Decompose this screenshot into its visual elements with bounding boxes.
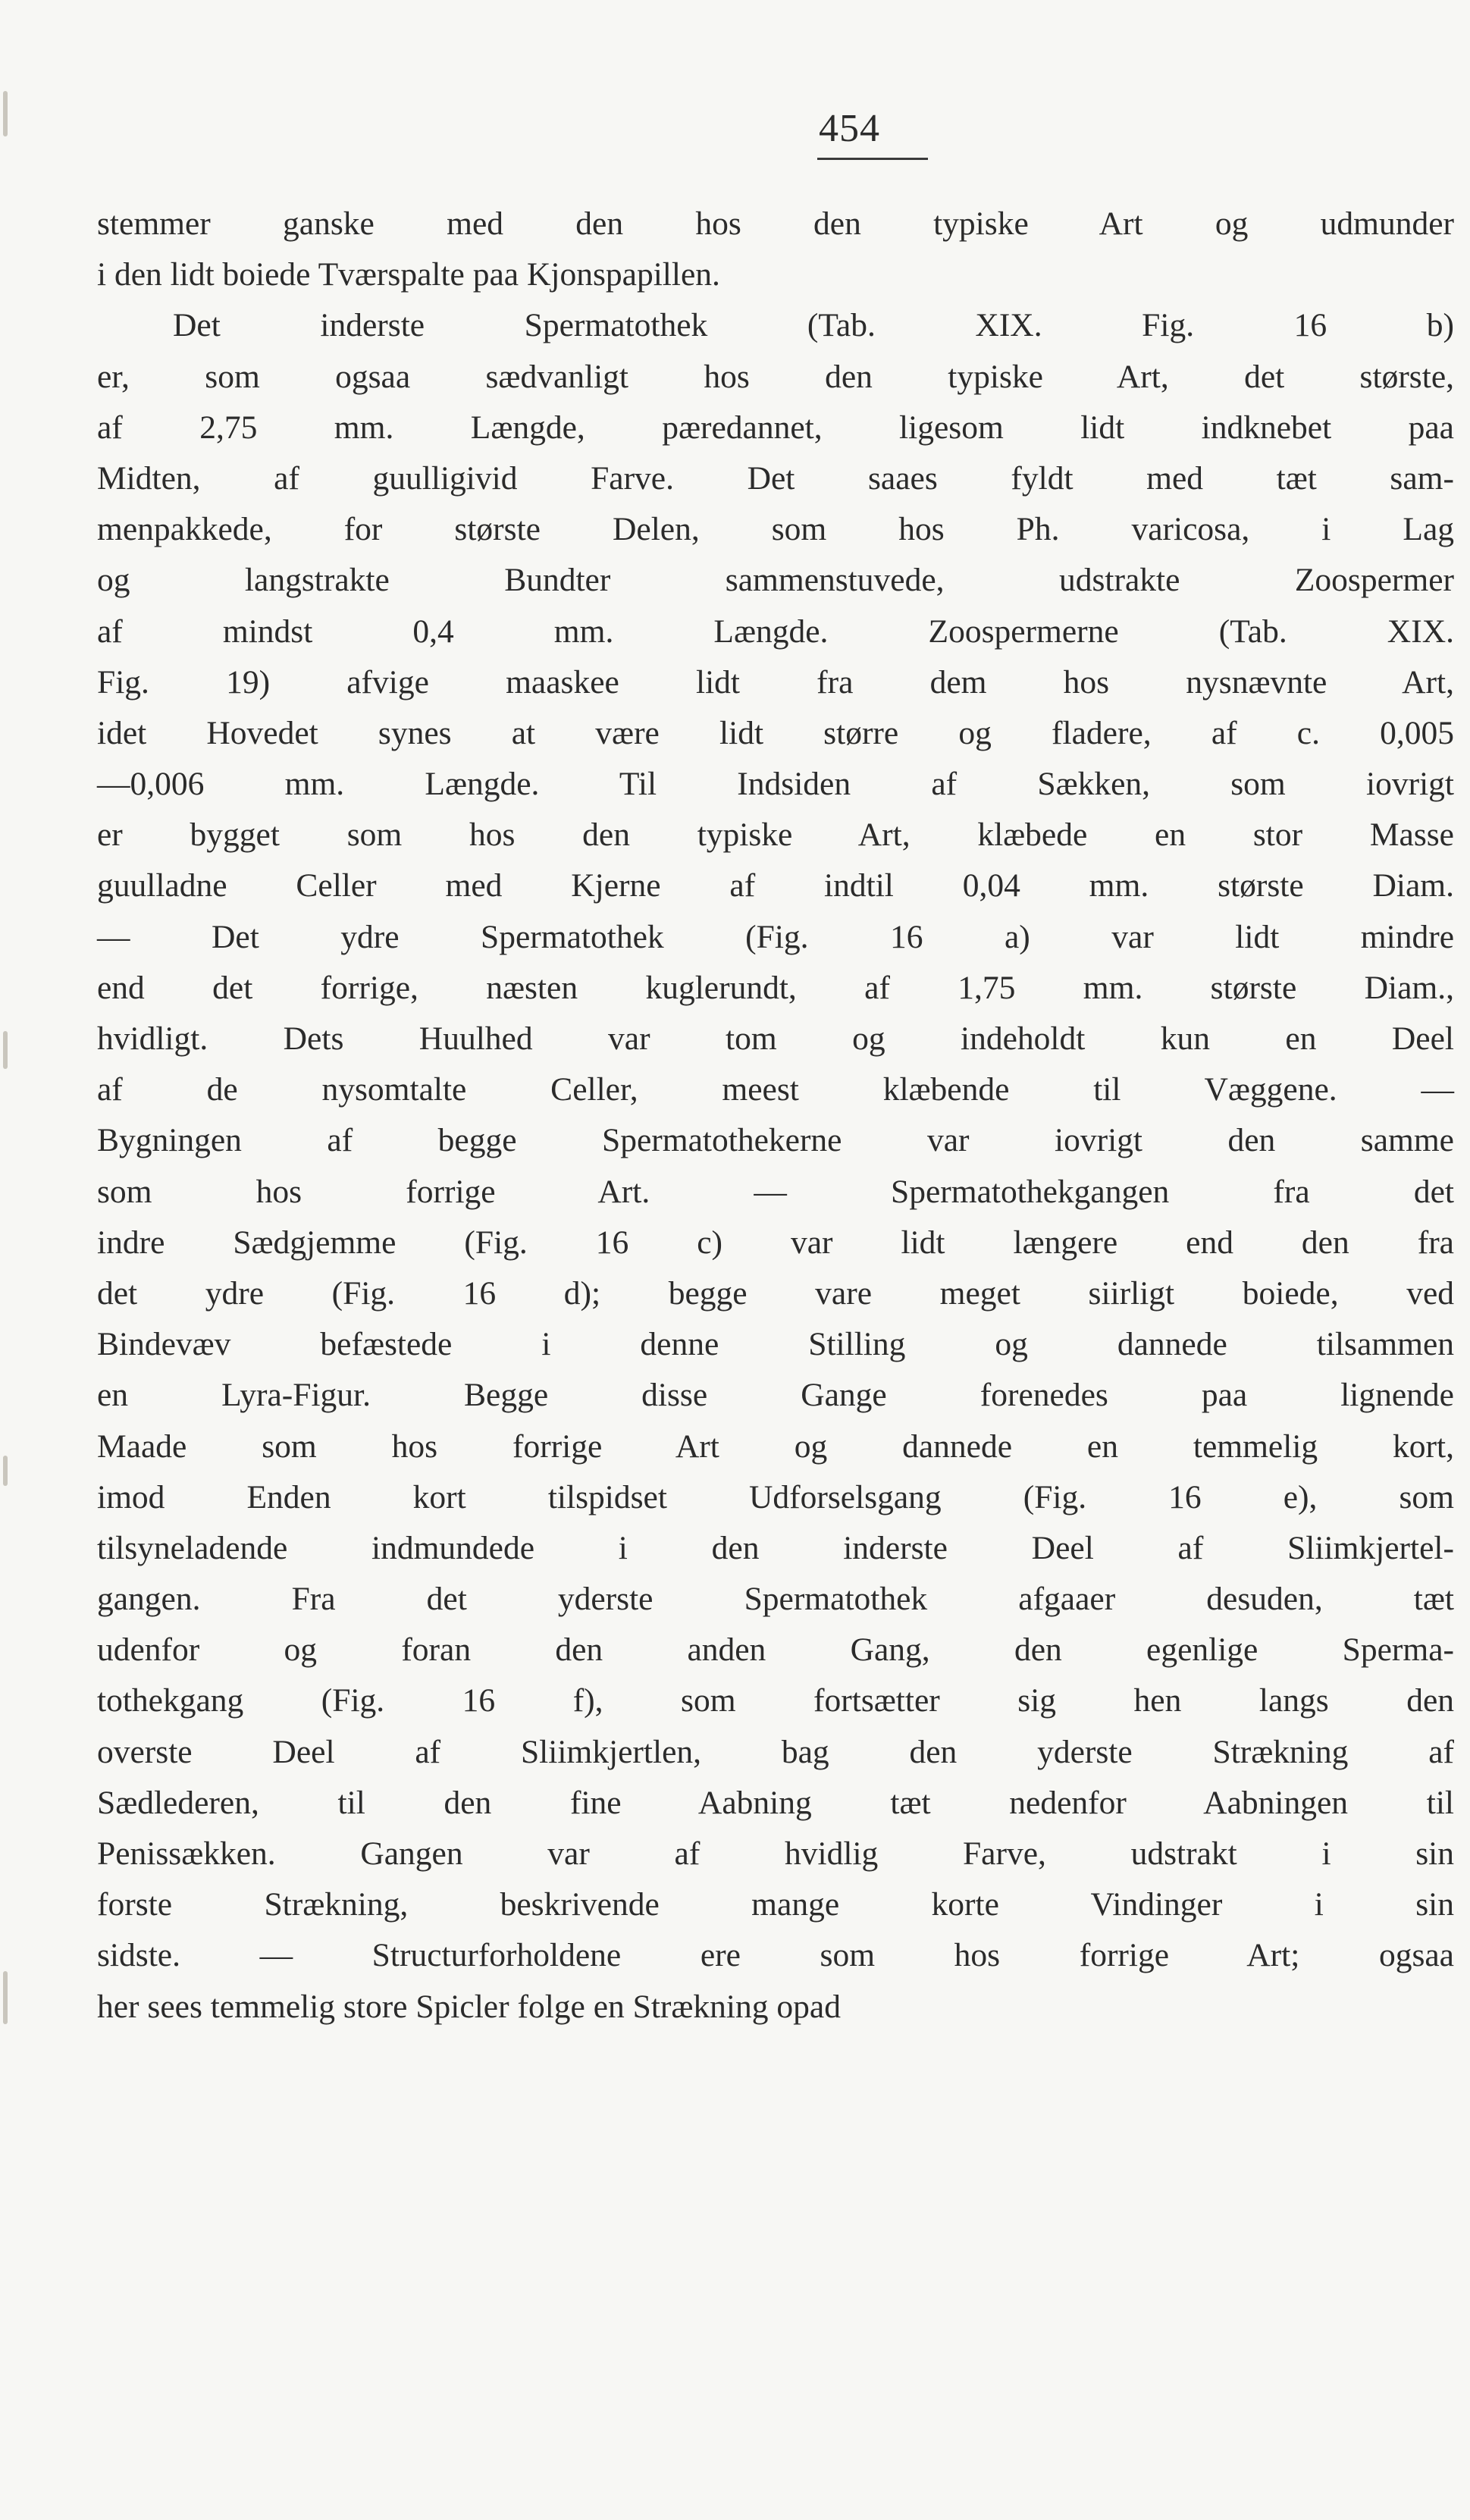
page-number: 454 (819, 107, 880, 150)
text-line: end det forrige, næsten kuglerundt, af 1,75 mm. største Diam., (97, 969, 1454, 1006)
page-number-rule (817, 158, 928, 160)
text-line: af mindst 0,4 mm. Længde. Zoospermerne (Tab. XIX. (97, 613, 1454, 650)
text-line: og langstrakte Bundter sammenstuvede, udstrakte Zoospermer (97, 562, 1454, 599)
scan-edge-mark (3, 1031, 8, 1069)
text-line: tilsyneladende indmundede i den inderste Deel af Sliimkjertel- (97, 1529, 1454, 1566)
text-line: menpakkede, for største Delen, som hos Ph. varicosa, i Lag (97, 511, 1454, 548)
text-line: Fig. 19) afvige maaskee lidt fra dem hos nysnævnte Art, (97, 663, 1454, 701)
text-line: Midten, af guulligivid Farve. Det saaes fyldt med tæt sam- (97, 459, 1454, 497)
text-line: Maade som hos forrige Art og dannede en temmelig kort, (97, 1428, 1454, 1465)
text-line: Penissækken. Gangen var af hvidlig Farve, udstrakt i sin (97, 1835, 1454, 1872)
text-line: indre Sædgjemme (Fig. 16 c) var lidt længere end den fra (97, 1224, 1454, 1261)
scan-edge-mark (3, 1456, 8, 1486)
text-line: er, som ogsaa sædvanligt hos den typiske Art, det største, (97, 358, 1454, 395)
text-line: sidste. — Structurforholdene ere som hos forrige Art; ogsaa (97, 1937, 1454, 1974)
text-line: overste Deel af Sliimkjertlen, bag den yderste Strækning af (97, 1733, 1454, 1770)
text-line: forste Strækning, beskrivende mange korte Vindinger i sin (97, 1886, 1454, 1923)
body-text (97, 199, 1454, 2033)
text-line: som hos forrige Art. — Spermatothekgangen fra det (97, 1173, 1454, 1210)
text-line: — Det ydre Spermatothek (Fig. 16 a) var lidt mindre (97, 918, 1454, 955)
text-line: guulladne Celler med Kjerne af indtil 0,04 mm. største Diam. (97, 867, 1454, 904)
text-line: her sees temmelig store Spicler folge en Strækning opad (97, 1988, 841, 2025)
text-line: udenfor og foran den anden Gang, den egenlige Sperma- (97, 1631, 1454, 1669)
text-line: Det inderste Spermatothek (Tab. XIX. Fig. 16 b) (173, 307, 1454, 344)
scan-edge-mark (3, 1971, 8, 2024)
text-line: imod Enden kort tilspidset Udforselsgang (Fig. 16 e), som (97, 1478, 1454, 1515)
text-line: i den lidt boiede Tværspalte paa Kjonspapillen. (97, 256, 720, 293)
text-line: stemmer ganske med den hos den typiske Art og udmunder (97, 205, 1454, 242)
text-line: —0,006 mm. Længde. Til Indsiden af Sækken, som iovrigt (97, 766, 1454, 803)
text-line: en Lyra-Figur. Begge disse Gange forenedes paa lignende (97, 1377, 1454, 1414)
scan-edge-mark (3, 91, 8, 136)
text-line: Bygningen af begge Spermatothekerne var iovrigt den samme (97, 1122, 1454, 1159)
text-line: Bindevæv befæstede i denne Stilling og dannede tilsammen (97, 1326, 1454, 1363)
text-line: af 2,75 mm. Længde, pæredannet, ligesom lidt indknebet paa (97, 409, 1454, 446)
text-line: hvidligt. Dets Huulhed var tom og indeholdt kun en Deel (97, 1020, 1454, 1057)
text-line: er bygget som hos den typiske Art, klæbede en stor Masse (97, 816, 1454, 854)
text-line: af de nysomtalte Celler, meest klæbende til Væggene. — (97, 1071, 1454, 1108)
text-line: tothekgang (Fig. 16 f), som fortsætter sig hen langs den (97, 1682, 1454, 1719)
text-line: idet Hovedet synes at være lidt større og fladere, af c. 0,005 (97, 714, 1454, 751)
text-line: det ydre (Fig. 16 d); begge vare meget siirligt boiede, ved (97, 1274, 1454, 1312)
text-line: gangen. Fra det yderste Spermatothek afgaaer desuden, tæt (97, 1581, 1454, 1618)
text-line: Sædlederen, til den fine Aabning tæt nedenfor Aabningen til (97, 1784, 1454, 1821)
